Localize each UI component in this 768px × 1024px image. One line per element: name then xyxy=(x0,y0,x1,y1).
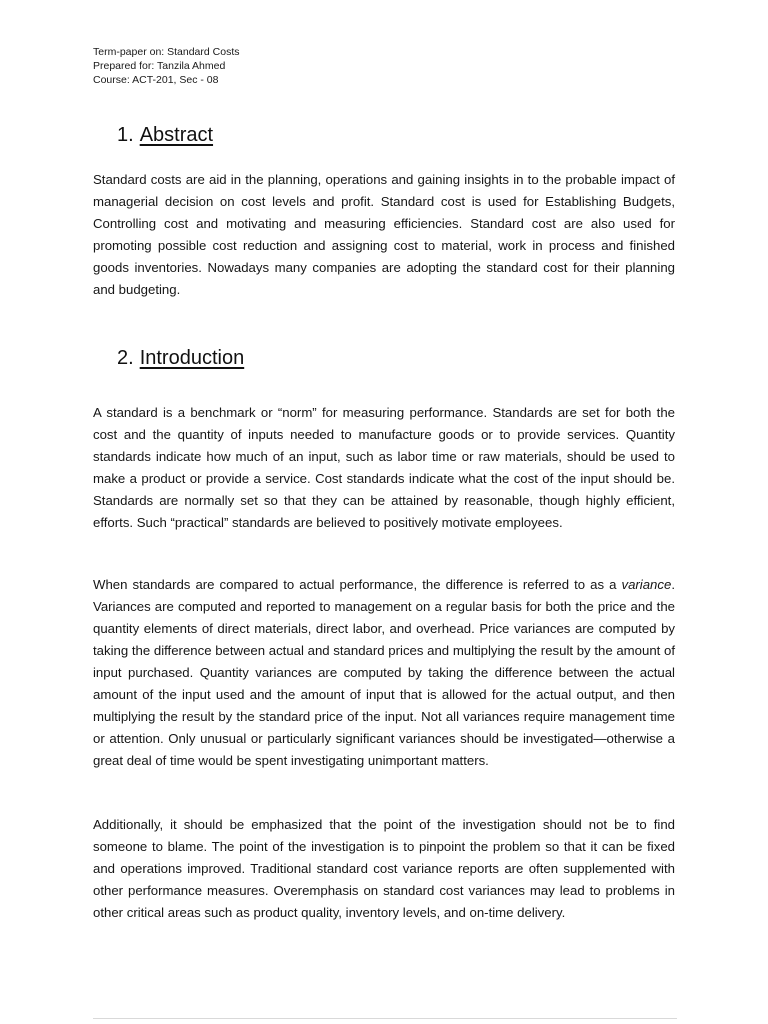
abstract-heading xyxy=(117,124,213,147)
introduction-paragraph-2 xyxy=(93,574,675,772)
abstract-heading-title: Abstract xyxy=(139,124,214,146)
introduction-heading-number: 2. xyxy=(117,347,134,369)
document-header xyxy=(93,45,240,87)
header-prepared-for: Prepared for: Tanzila Ahmed xyxy=(93,60,226,72)
variance-term: variance xyxy=(621,577,672,592)
header-course: Course: ACT-201, Sec - 08 xyxy=(93,74,219,86)
introduction-paragraph-1: A standard is a benchmark or “norm” for measuring performance. Standards are set for both the cost and the quantity of inputs needed to manufacture goods or to provide services. Quantity standards indicate how much of an input, such as labor time or raw materials, should be used to make a product or provide a service. Cost standards indicate what the cost of the input should be. Standards are normally set so that they can be attained by reasonable, though highly efficient, efforts. Such “practical” standards are believed to positively motivate employees. xyxy=(93,405,675,530)
header-topic: Term-paper on: Standard Costs xyxy=(93,46,240,58)
introduction-paragraph-3: Additionally, it should be emphasized that the point of the investigation should not be to find someone to blame. The point of the investigation is to pinpoint the problem so that it can be fixed and operations improved. Traditional standard cost variance reports are often supplemented with other performance measures. Overemphasis on standard cost variances may lead to problems in other critical areas such as product quality, inventory levels, and on-time delivery. xyxy=(93,817,675,920)
abstract-heading-number: 1. xyxy=(117,124,134,146)
introduction-heading-title: Introduction xyxy=(139,347,245,369)
abstract-paragraph: Standard costs are aid in the planning, operations and gaining insights in to the probable impact of managerial decision on cost levels and profit. Standard cost is used for Establishing Budgets, Controlling cost and motivating and measuring efficiencies. Standard cost are also used for promoting possible cost reduction and assigning cost to material, work in process and finished goods inventories. Nowadays many companies are adopting the standard cost for their planning and budgeting. xyxy=(93,172,675,297)
introduction-heading xyxy=(117,347,244,370)
paragraph-2-text-start: When standards are compared to actual performance, the difference is referred to as a xyxy=(93,577,622,592)
paragraph-2-text-end: . Variances are computed and reported to management on a regular basis for both the price and the quantity elements of direct materials, direct labor, and overhead. Price variances are computed by taking the difference between actual and standard prices and multiplying the result by the amount of input purchased. Quantity variances are computed by taking the difference between the actual amount of the input used and the amount of input that is allowed for the actual output, and then multiplying the result by the standard price of the input. Not all variances require management time or attention. Only unusual or particularly significant variances should be investigated—otherwise a great deal of time would be spent investigating unimportant matters. xyxy=(93,577,675,768)
page-bottom-divider xyxy=(93,1018,677,1019)
